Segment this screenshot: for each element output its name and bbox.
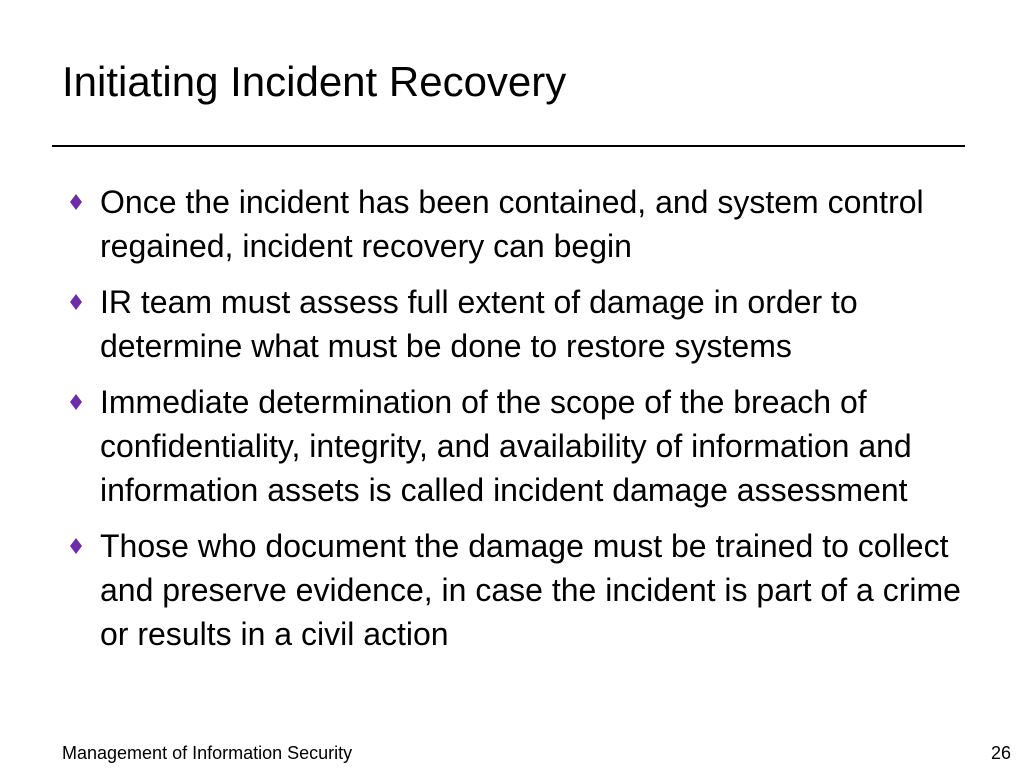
footer-page-number: 26 xyxy=(990,743,1011,763)
bullet-text: IR team must assess full extent of damage in order to determine what must be done to restore systems xyxy=(100,284,858,364)
slide-title: Initiating Incident Recovery xyxy=(62,58,567,105)
bullet-text: Immediate determination of the scope of the breach of confidentiality, integrity, and availability of information and information assets is called incident damage assessment xyxy=(100,384,912,508)
diamond-bullet-icon xyxy=(66,524,86,568)
bullet-text: Once the incident has been contained, and system control regained, incident recovery can begin xyxy=(100,184,924,264)
footer-course-title: Management of Information Security xyxy=(62,743,353,763)
diamond-bullet-icon xyxy=(66,380,86,424)
bullet-item xyxy=(66,180,976,268)
bullet-item xyxy=(66,524,976,656)
bullet-item xyxy=(66,380,976,512)
bullet-list xyxy=(66,180,976,668)
title-divider xyxy=(52,145,965,147)
diamond-bullet-icon xyxy=(66,280,86,324)
bullet-item xyxy=(66,280,976,368)
bullet-text: Those who document the damage must be trained to collect and preserve evidence, in case the incident is part of a crime or results in a civil action xyxy=(100,528,961,652)
diamond-bullet-icon xyxy=(66,180,86,224)
